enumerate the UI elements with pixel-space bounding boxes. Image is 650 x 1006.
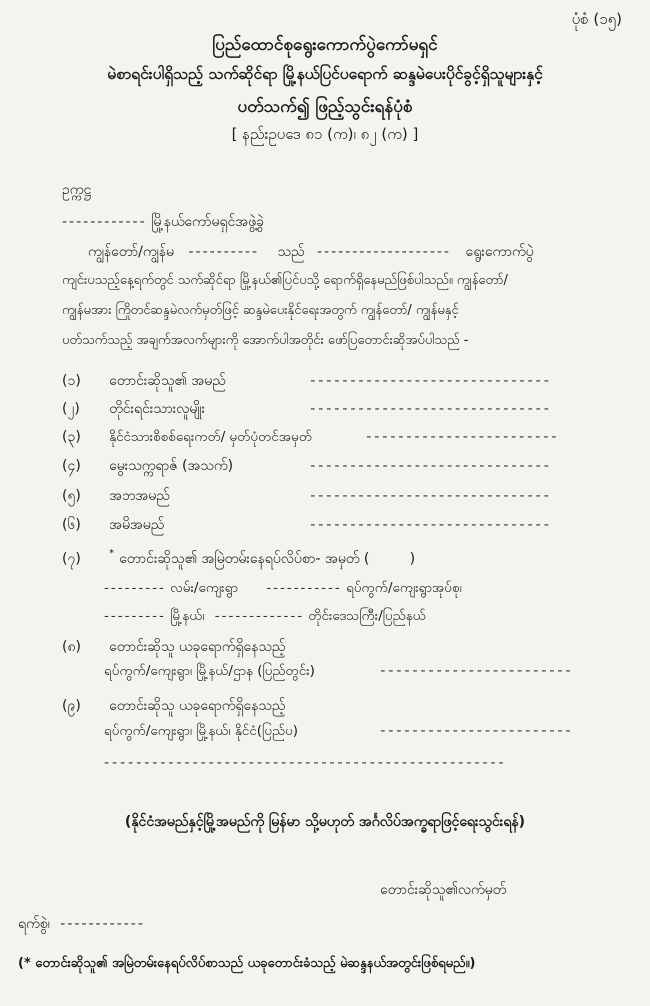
- title-line-3: ပတ်သက်၍ ဖြည့်သွင်းရန်ပုံစံ: [237, 97, 413, 117]
- date-blank[interactable]: ------------: [60, 916, 145, 932]
- street-blank[interactable]: ---------: [104, 580, 166, 596]
- item-label: မွေးသက္ကရာဇ် (အသက်): [109, 458, 234, 474]
- item-number: (၄): [62, 458, 81, 474]
- item-label: တောင်းဆိုသူ ယခုရောက်ရှိနေသည့်: [109, 639, 286, 655]
- item-blank[interactable]: ------------------------: [380, 723, 574, 739]
- item-number: (၁): [62, 373, 81, 389]
- item-blank[interactable]: ------------------------------: [310, 488, 552, 504]
- township-blank[interactable]: ---------: [104, 608, 166, 624]
- addressee: ဥက္ကဋ္ဌ: [62, 182, 92, 198]
- item-9-row-3: [104, 752, 507, 771]
- township-label: မြို့နယ်၊: [170, 608, 205, 624]
- name-blank[interactable]: ----------: [188, 244, 260, 260]
- item-label: အမိအမည်: [109, 517, 165, 533]
- title-line-1: ပြည်ထောင်စုရွေးကောက်ပွဲကော်မရှင်: [212, 35, 438, 55]
- list-item: [62, 370, 552, 392]
- item-9-sublabel: ရပ်ကွက်/ကျေးရွာ၊ မြို့နယ်၊ နိုင်ငံ(ပြည်ပ): [104, 723, 299, 739]
- item-blank[interactable]: ------------------------------: [310, 458, 552, 474]
- committee-blank[interactable]: ------------: [62, 214, 147, 230]
- item-number: (၈): [62, 639, 81, 655]
- region-label: တိုင်းဒေသကြီး/ပြည်နယ်: [308, 608, 426, 624]
- signature-label: တောင်းဆိုသူ၏လက်မှတ်: [380, 882, 507, 898]
- para-line-2: ကျင်းပသည့်နေ့ရက်တွင် သက်ဆိုင်ရာ မြို့နယ်၏ပြင်ပသို့ ရောက်ရှိနေမည်ဖြစ်ပါသည်။ ကျွန်တော်/: [62, 273, 508, 288]
- item-blank[interactable]: ------------------------------: [310, 401, 552, 417]
- item-number: (၅): [62, 488, 81, 504]
- language-note: (နိုင်ငံအမည်နှင့်မြို့အမည်ကို မြန်မာ သို့မဟုတ် အင်္ဂလိပ်အက္ခရာဖြင့်ရေးသွင်းရန်): [124, 814, 526, 830]
- rule-reference: [ နည်းဥပဒေ ၈၁ (က)၊ ၈၂ (က) ]: [231, 125, 419, 143]
- item-8: [62, 636, 285, 658]
- item-label: တောင်းဆိုသူ၏ အမည်: [109, 373, 226, 389]
- para-election: ရွေးကောက်ပွဲ: [465, 244, 534, 260]
- date-line: [18, 914, 145, 935]
- item-9-row-2: [104, 722, 574, 742]
- para-line-4: ပတ်သက်သည့် အချက်အလက်များကို အောက်ပါအတိုင်း ဖော်ပြတောင်းဆိုအပ်ပါသည် -: [62, 333, 469, 348]
- title-line-2: မဲစာရင်းပါရှိသည့် သက်ဆိုင်ရာ မြို့နယ်ပြင်ပရောက် ဆန္ဒမဲပေးပိုင်ခွင့်ရှိသူများနှင့်: [107, 65, 543, 83]
- item-7-address: [62, 548, 415, 570]
- footnote-marker: *: [109, 548, 115, 559]
- item-label: တောင်းဆိုသူ၏ အမြဲတမ်းနေရပ်လိပ်စာ- အမှတ် (: [119, 551, 370, 567]
- item-label: တောင်းဆိုသူ ယခုရောက်ရှိနေသည့်: [109, 698, 286, 714]
- item-number: (၆): [62, 517, 81, 533]
- item-8-sublabel: ရပ်ကွက်/ကျေးရွာ၊ မြို့နယ်/ဌာန (ပြည်တွင်း): [104, 663, 315, 679]
- form-number: ပုံစံ (၁၅): [571, 10, 622, 28]
- item-blank-full[interactable]: --------------------------------------------------: [104, 755, 507, 771]
- list-item: [62, 485, 552, 507]
- list-item: [62, 514, 552, 536]
- item-number: (၃): [62, 429, 81, 445]
- item-blank[interactable]: ------------------------------: [310, 373, 552, 389]
- item-label: အဘအမည်: [109, 488, 170, 504]
- para-subject: သည်: [277, 244, 305, 260]
- item-blank[interactable]: ------------------------: [366, 429, 560, 445]
- item-7-row-2: [104, 607, 426, 627]
- item-7-row-1: [104, 579, 462, 599]
- date-label: ရက်စွဲ၊: [18, 916, 50, 932]
- region-blank[interactable]: -------------: [214, 608, 305, 624]
- item-number: (၇): [62, 551, 81, 567]
- item-number: (၂): [62, 401, 80, 417]
- item-blank[interactable]: ------------------------: [380, 663, 574, 679]
- ward-blank[interactable]: -----------: [266, 580, 342, 596]
- committee-line: [62, 212, 264, 233]
- ward-label: ရပ်ကွက်/ကျေးရွာအုပ်စု၊: [346, 580, 462, 596]
- item-blank[interactable]: ------------------------------: [310, 517, 552, 533]
- para-line-3: ကျွန်မအား ကြိုတင်ဆန္ဒမဲလက်မှတ်ဖြင့် ဆန္ဒမဲပေးနိုင်ရေးအတွက် ကျွန်တော်/ ကျွန်မနှင့်: [62, 303, 459, 318]
- list-item: [62, 398, 552, 420]
- item-label-close: ): [409, 551, 416, 567]
- item-label: နိုင်ငံသားစိစစ်ရေးကတ်/ မှတ်ပုံတင်အမှတ်: [109, 429, 312, 445]
- para-blank-2[interactable]: -------------------: [317, 244, 451, 260]
- list-item: [62, 455, 552, 477]
- item-number: (၉): [62, 698, 81, 714]
- para-i-label: ကျွန်တော်/ကျွန်မ: [88, 244, 175, 260]
- street-label: လမ်း/ကျေးရွာ: [170, 580, 238, 596]
- item-label: တိုင်းရင်းသားလူမျိုး: [109, 401, 206, 417]
- item-9: [62, 695, 285, 717]
- footnote: (* တောင်းဆိုသူ၏ အမြဲတမ်းနေရပ်လိပ်စာသည် ယခုတောင်းခံသည့် မဲဆန္ဒနယ်အတွင်းဖြစ်ရမည်။): [18, 956, 476, 971]
- para-line-1: [88, 242, 534, 263]
- list-item: [62, 426, 559, 448]
- item-8-row-2: [104, 662, 574, 682]
- committee-label: မြို့နယ်ကော်မရှင်အဖွဲ့ခွဲ: [151, 214, 265, 230]
